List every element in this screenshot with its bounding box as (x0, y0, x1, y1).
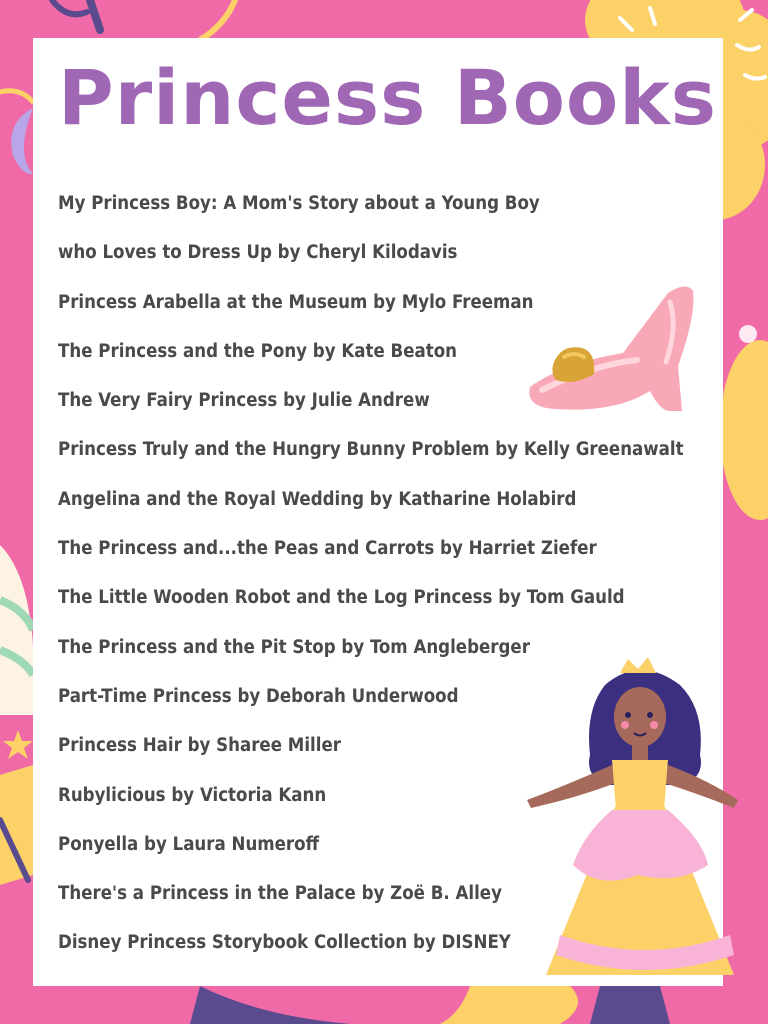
book-item: Princess Truly and the Hungry Bunny Problem by Kelly Greenawalt (58, 439, 684, 461)
glass-slipper-icon (520, 282, 700, 417)
book-item: Princess Arabella at the Museum by Mylo Freeman (58, 291, 534, 313)
book-item: Disney Princess Storybook Collection by DISNEY (58, 932, 511, 954)
book-item: The Very Fairy Princess by Julie Andrew (58, 390, 430, 412)
book-item: My Princess Boy: A Mom's Story about a Young Boy (58, 193, 540, 214)
book-item: Ponyella by Laura Numeroff (58, 833, 320, 855)
book-item: There's a Princess in the Palace by Zoë B. Alley (58, 883, 502, 905)
crown-icon (0, 765, 33, 885)
book-item: The Little Wooden Robot and the Log Princess by Tom Gauld (58, 587, 625, 609)
book-item: Princess Hair by Sharee Miller (58, 735, 341, 757)
book-item: Part-Time Princess by Deborah Underwood (58, 685, 459, 707)
book-item: Rubylicious by Victoria Kann (58, 784, 327, 806)
book-item: The Princess and the Pit Stop by Tom Angleberger (58, 636, 530, 658)
scissors-icon (52, 0, 100, 30)
princess-icon (520, 645, 760, 985)
book-item: The Princess and...the Peas and Carrots by Harriet Ziefer (58, 538, 597, 560)
page-title: Princess Books (58, 53, 717, 142)
book-item: Angelina and the Royal Wedding by Katharine Holabird (58, 488, 577, 510)
book-item: The Princess and the Pony by Kate Beaton (58, 340, 457, 362)
book-item: who Loves to Dress Up by Cheryl Kilodavis (58, 242, 458, 264)
star-icon (3, 730, 33, 759)
